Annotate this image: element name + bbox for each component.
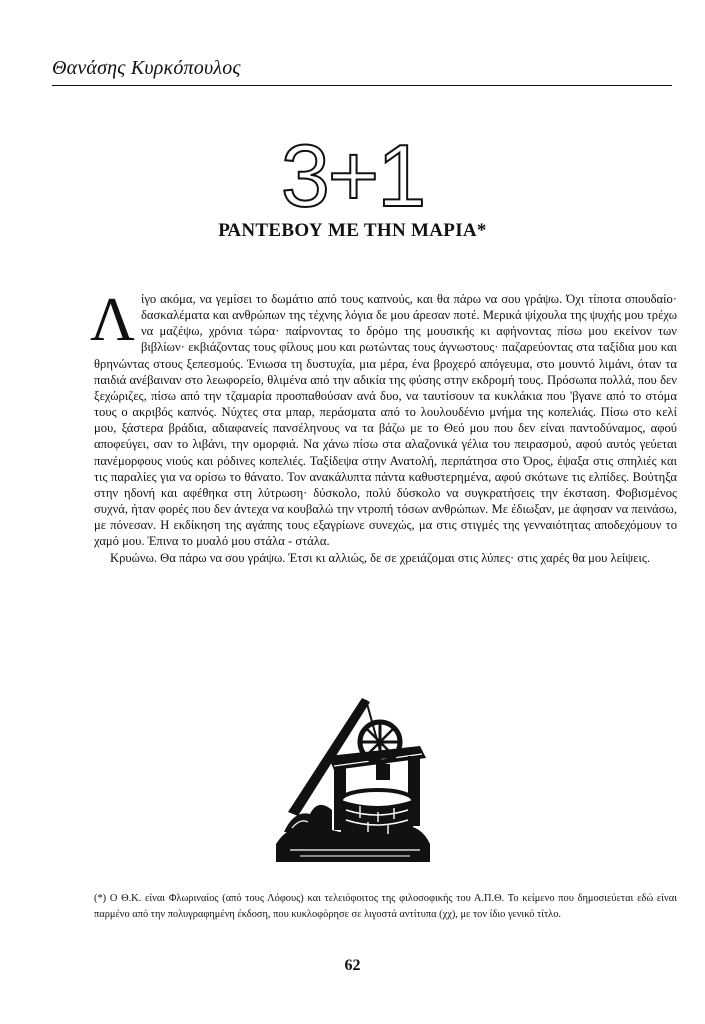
- paragraph-1-text: ίγο ακόμα, να γεμίσει το δωμάτιο από τους καπνούς, και θα πάρω να σου γράψω. Όχι τίποτα σπουδαίο· δασκαλέματα και ανθρώπων της τέχνης λόγια δε μου άρεσαν ποτέ. Μερικά ψίχουλα της ψυχής μου τρέχω να μαζέψω, χρόνια τώρα· παίρνοντας το δρόμο της μουσικής κι αφήνοντας πίσω μου εκείνον των βιβλίων· εκβιάζοντας τους φίλους μου και ρωτώντας τους άγνωστους· παζαρεύοντας στα ταξίδια μου και θρηνώντας στους ξεπεσμούς. Ένιωσα τη δυστυχία, μια μέρα, ένα βροχερό απόγευμα, στο μουντό λιμάνι, όταν τα παιδιά ανέβαιναν στο λεωφορείο, θλιμένα από την αδικία της φύσης στην εκδρομή τους. Πρόσωπα πολλά, που δεν ξεχώριζες, πίσω από την τζαμαρία προσπαθούσαν ανά δυο, να ταυτίσουν τα κυκλάκια που 'βγανε από το στόμα τους ο ακριβός καπνός. Νύχτες στα μπαρ, περάσματα από το λουλουδένιο μνήμα της κοπελιάς. Πίσω στο κελί μου, ξάστερα βράδια, αδιαφανείς πανσέληνους να τα βάζω με το Θεό μου που δεν είναι παντοδύναμος, αφού αποφεύγει, σαν το λιβάνι, την ομορφιά. Να χάνω πίσω στα αλαζονικά γέλια του πειρασμού, αφού αυτός γεύεται πανέμορφους νιούς και ρόδινες κοπελιές. Ταξίδεψα στην Ανατολή, περπάτησα στο Όρος, έψαξα στις σπηλιές και τις παραλίες για να ορίσω το θάνατο. Τον ανακάλυπτα πάντα καθυστερημένα, αφού σκότωνε τις ελπίδες. Βούτηξα στην ηδονή και αφέθηκα στη λύτρωση· δύσκολο, πολύ δύσκολο να συγκρατήσεις την έκσταση. Φοβισμένος συχνά, ήταν φορές που δεν άντεχα να κουβαλώ την ντροπή τόσων ανθρώπων. Με έδιωξαν, με άφησαν να πεινάσω, με πόνεσαν. Η εκδίκηση της αγάπης τους εξαγρίωνε συνεχώς, μα στις στιγμές της γενναιότητας αποδεχόμουν το χαμό μου. Έπινα το μυαλό μου στάλα - στάλα.: [94, 292, 677, 549]
- article-body: [90, 286, 677, 566]
- article-number: 3+1: [280, 126, 425, 225]
- article-title: ΡΑΝΤΕΒΟΥ ΜΕ ΤΗΝ ΜΑΡΙΑ*: [218, 220, 487, 241]
- page-number: 62: [344, 957, 361, 974]
- footnote: (*) Ο Θ.Κ. είναι Φλωριναίος (από τους Λόφους) και τελειόφοιτος της φιλοσοφικής του Α.Π.Θ. Το κείμενο που δημοσιεύεται εδώ είναι παρμένο από την πολυγραφημένη έκδοση, που κυκλοφόρησε σε λιγοστά αντίτυπα (χχ), με τον ίδιο γενικό τίτλο.: [94, 893, 677, 920]
- drop-cap: Λ: [90, 286, 135, 354]
- paragraph-1: [90, 286, 677, 550]
- header-rule: [52, 85, 672, 86]
- well-woodcut-icon: [270, 694, 435, 864]
- running-header-author: Θανάσης Κυρκόπουλος: [52, 57, 241, 79]
- paragraph-2: Κρυώνω. Θα πάρω να σου γράψω. Έτσι κι αλλιώς, δε σε χρειάζομαι στις λύπες· στις χαρές θα μου λείψεις.: [110, 550, 650, 565]
